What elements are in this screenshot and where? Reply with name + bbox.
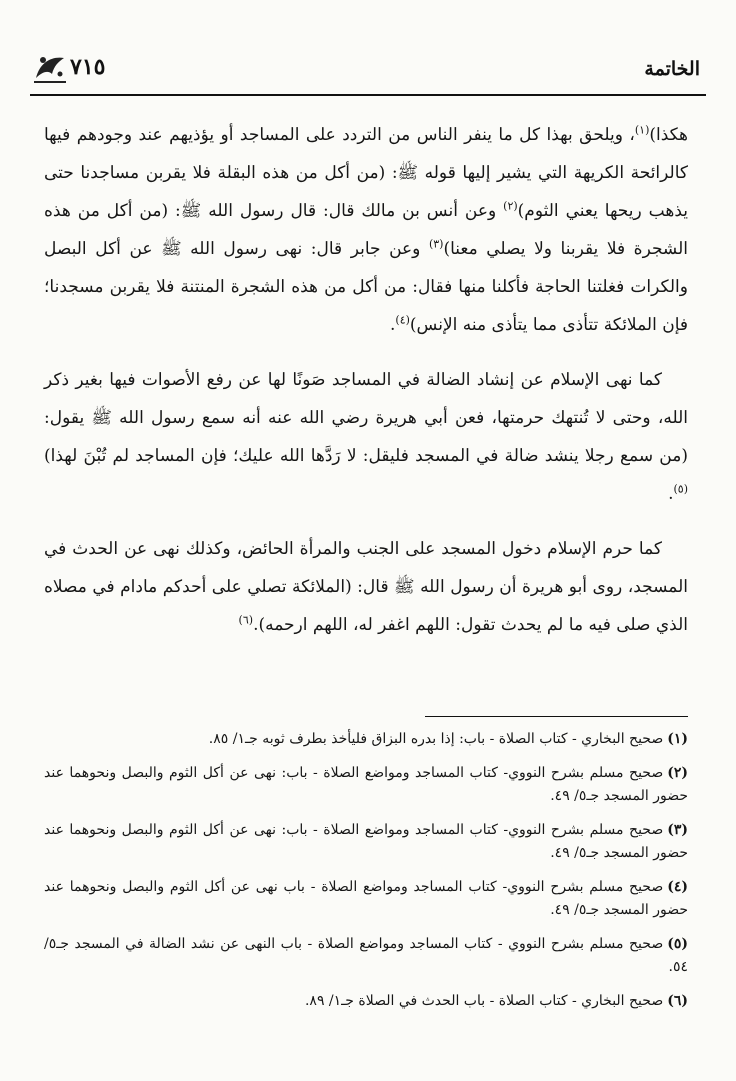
paragraph-2 xyxy=(44,361,688,513)
page-ornament-icon xyxy=(30,48,70,88)
main-text xyxy=(44,116,688,644)
footnote-mark: (٣) xyxy=(428,237,444,251)
footnotes xyxy=(44,728,688,1024)
footnote-6 xyxy=(44,990,688,1013)
footnote-divider xyxy=(425,716,688,717)
paragraph-text: . xyxy=(390,315,396,335)
footnote-mark: (١) xyxy=(634,123,650,137)
footnote-mark: (٢) xyxy=(503,199,518,213)
paragraph-text: كما حرم الإسلام دخول المسجد على الجنب والمرأة الحائض، وكذلك نهى عن الحدث في المسجد، روى أبو هريرة أن رسول الله ﷺ قال: (الملائكة تصلي على أحدكم مادام في مصلاه الذي صلى فيه ما لم يحدث تقول: اللهم اغفر له، اللهم ارحمه). xyxy=(44,539,688,635)
footnote-number: (٦) xyxy=(667,993,688,1009)
footnote-text: صحيح البخاري - كتاب الصلاة - باب: إذا بدره البزاق فليأخذ بطرف ثوبه جـ١/ ٨٥. xyxy=(208,731,664,747)
footnote-2 xyxy=(44,762,688,808)
footnote-text: صحيح مسلم بشرح النووي- كتاب المساجد ومواضع الصلاة - باب نهى عن أكل الثوم والبصل ونحوهما عند حضور المسجد جـ٥/ ٤٩. xyxy=(44,879,688,918)
chapter-title: الخاتمة xyxy=(644,58,700,80)
paragraph-text: وعن أنس بن مالك قال: قال رسول الله ﷺ: (من أكل من هذه الشجرة فلا يقربنا ولا يصلي معنا) xyxy=(44,201,688,259)
footnote-text: صحيح مسلم بشرح النووي- كتاب المساجد ومواضع الصلاة - باب: نهى عن أكل الثوم والبصل ونحوهما عند حضور المسجد جـ٥/ ٤٩. xyxy=(44,765,688,804)
footnote-text: صحيح مسلم بشرح النووي- كتاب المساجد ومواضع الصلاة - باب: نهى عن أكل الثوم والبصل ونحوهما عند حضور المسجد جـ٥/ ٤٩. xyxy=(44,822,688,861)
header-divider xyxy=(30,94,706,96)
footnote-number: (٣) xyxy=(667,822,688,838)
paragraph-text: كما نهى الإسلام عن إنشاد الضالة في المساجد صَونًا لها عن رفع الأصوات فيها بغير ذكر الله، وحتى لا تُنتهك حرمتها، فعن أبي هريرة رضي الله عنه أنه سمع رسول الله ﷺ يقول: (من سمع رجلا ينشد ضالة في المسجد فليقل: لا رَدَّها الله عليك؛ فإن المساجد لم تُبْنَ لهذا) xyxy=(44,370,688,466)
page-header xyxy=(30,44,706,94)
footnote-text: صحيح مسلم بشرح النووي - كتاب المساجد ومواضع الصلاة - باب النهى عن نشد الضالة في المسجد جـ٥/ ٥٤. xyxy=(44,936,688,975)
footnote-3 xyxy=(44,819,688,865)
paragraph-text: . xyxy=(668,484,674,504)
footnote-mark: (٥) xyxy=(673,482,688,496)
paragraph-text: ، ويلحق بهذا كل ما ينفر الناس من التردد على المساجد أو يؤذيهم عند وجودهم فيها كالرائحة الكريهة التي يشير إليها قوله ﷺ: (من أكل من هذه البقلة فلا يقربن مساجدنا حتى يذهب ريحها يعني الثوم) xyxy=(44,125,688,221)
footnote-text: صحيح البخاري - كتاب الصلاة - باب الحدث في الصلاة جـ١/ ٨٩. xyxy=(304,993,664,1009)
paragraph-1 xyxy=(44,116,688,344)
footnote-mark: (٤) xyxy=(395,313,410,327)
paragraph-text: هكذا) xyxy=(649,125,688,145)
footnote-number: (٢) xyxy=(667,765,688,781)
page-number: ٧١٥ xyxy=(70,54,106,80)
footnote-number: (١) xyxy=(667,731,688,747)
footnote-4 xyxy=(44,876,688,922)
paragraph-text: وعن جابر قال: نهى رسول الله ﷺ عن أكل البصل والكرات فغلتنا الحاجة فأكلنا منها فقال: من أكل من هذه الشجرة المنتنة فلا يقربن مسجدنا؛ فإن الملائكة تتأذى مما يتأذى منه الإنس) xyxy=(44,239,688,335)
footnote-5 xyxy=(44,933,688,979)
footnote-mark: (٦) xyxy=(238,613,254,627)
footnote-1 xyxy=(44,728,688,751)
footnote-number: (٤) xyxy=(667,879,688,895)
paragraph-3 xyxy=(44,530,688,644)
footnote-number: (٥) xyxy=(667,936,688,952)
